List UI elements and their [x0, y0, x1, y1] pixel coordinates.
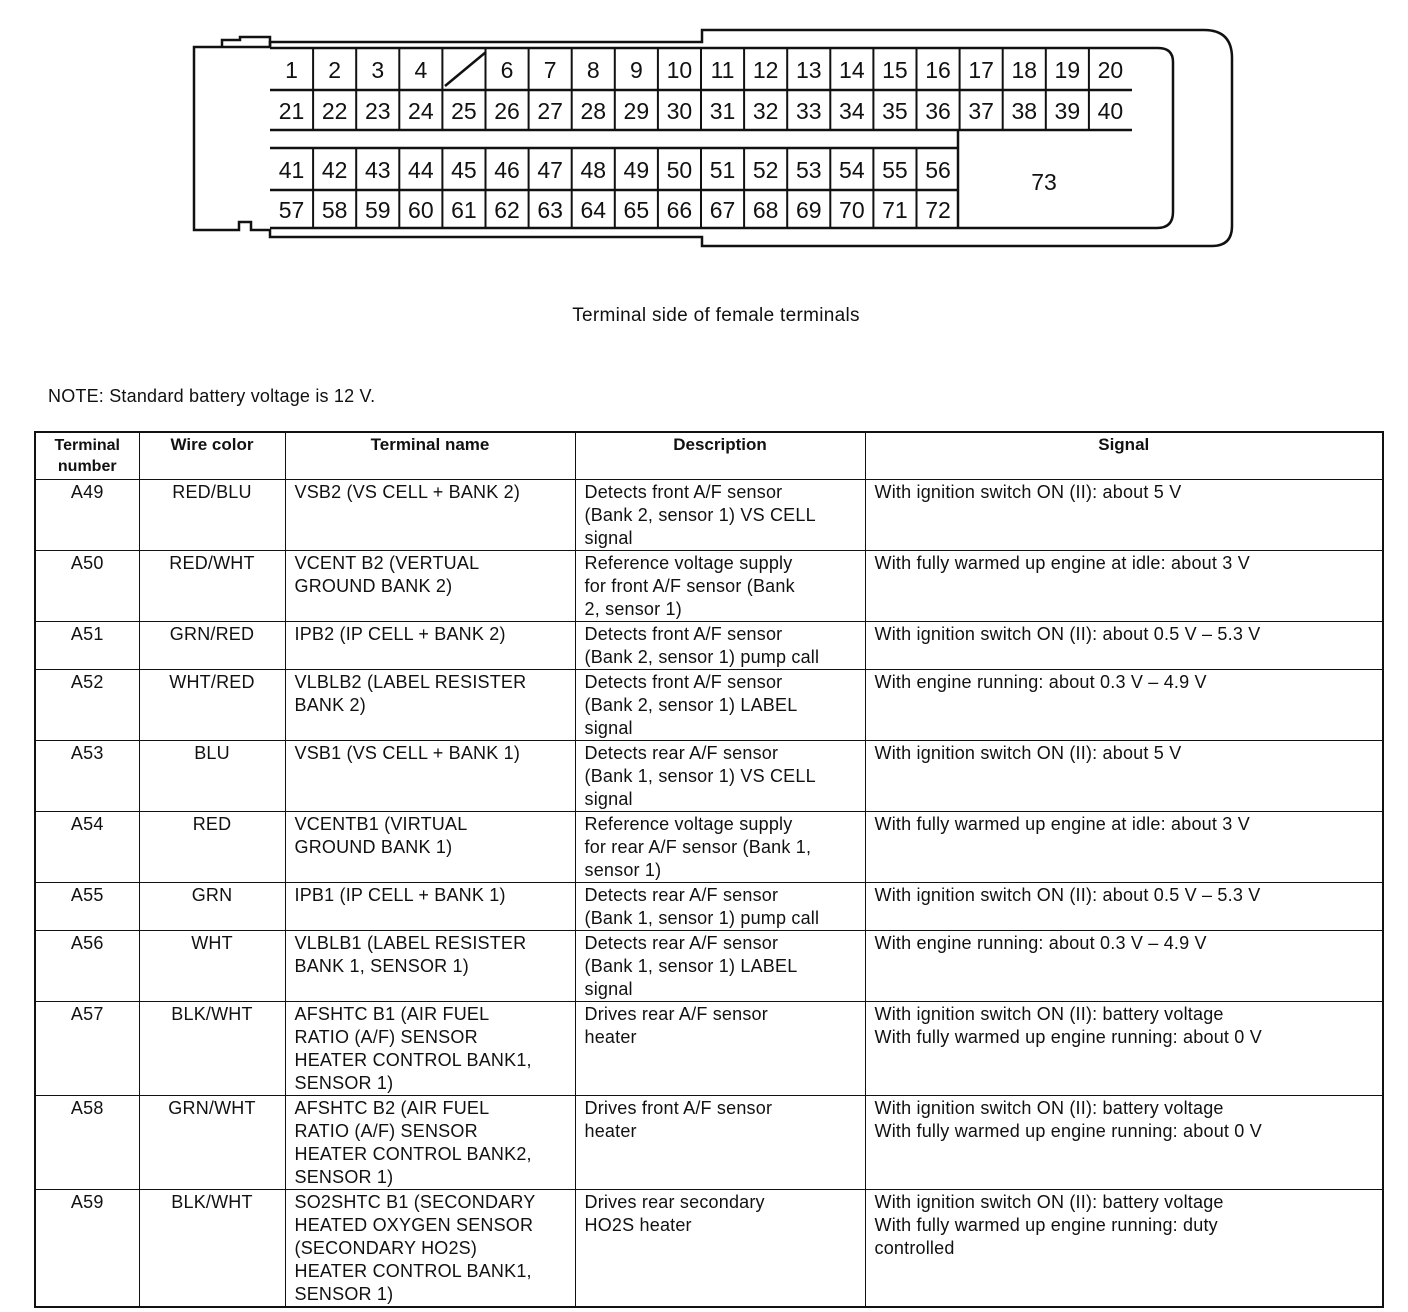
terminal-name-cell: VCENTB1 (VIRTUAL GROUND BANK 1) — [285, 812, 575, 883]
terminal-34: 34 — [839, 98, 865, 124]
terminal-29: 29 — [623, 98, 650, 124]
terminal-number-cell: A54 — [35, 812, 139, 883]
wire-color-cell: RED/WHT — [139, 551, 285, 622]
terminal-40: 40 — [1097, 98, 1124, 124]
terminal-52: 52 — [752, 157, 779, 183]
terminal-name-cell: IPB2 (IP CELL + BANK 2) — [285, 622, 575, 670]
description-cell: Detects front A/F sensor (Bank 2, sensor 1) pump call — [575, 622, 865, 670]
description-cell: Detects rear A/F sensor (Bank 1, sensor 1) pump call — [575, 883, 865, 931]
terminal-33: 33 — [795, 98, 822, 124]
wire-color-cell: BLU — [139, 741, 285, 812]
signal-cell: With fully warmed up engine at idle: about 3 V — [865, 551, 1383, 622]
signal-cell: With ignition switch ON (II): about 5 V — [865, 741, 1383, 812]
terminal-28: 28 — [580, 98, 607, 124]
terminal-4: 4 — [414, 57, 428, 83]
terminal-58: 58 — [321, 197, 348, 223]
terminal-65: 65 — [623, 197, 650, 223]
terminal-name-cell: VLBLB2 (LABEL RESISTER BANK 2) — [285, 670, 575, 741]
terminal-50: 50 — [666, 157, 693, 183]
terminal-64: 64 — [580, 197, 607, 223]
wire-color-cell: BLK/WHT — [139, 1002, 285, 1096]
table-row — [35, 741, 1383, 812]
terminal-38: 38 — [1011, 98, 1038, 124]
description-cell: Drives front A/F sensor heater — [575, 1096, 865, 1190]
terminal-2: 2 — [328, 57, 342, 83]
terminal-12: 12 — [752, 57, 779, 83]
terminal-69: 69 — [795, 197, 822, 223]
header-signal: Signal — [865, 432, 1383, 480]
wire-color-cell: GRN/WHT — [139, 1096, 285, 1190]
terminal-16: 16 — [925, 57, 951, 83]
description-cell: Detects rear A/F sensor (Bank 1, sensor 1) VS CELL signal — [575, 741, 865, 812]
terminal-number-cell: A58 — [35, 1096, 139, 1190]
terminal-name-cell: AFSHTC B2 (AIR FUEL RATIO (A/F) SENSOR HEATER CONTROL BANK2, SENSOR 1) — [285, 1096, 575, 1190]
terminal-9: 9 — [629, 57, 643, 83]
description-cell: Detects front A/F sensor (Bank 2, sensor 1) LABEL signal — [575, 670, 865, 741]
terminal-name-cell: SO2SHTC B1 (SECONDARY HEATED OXYGEN SENSOR (SECONDARY HO2S) HEATER CONTROL BANK1, SENSOR 1) — [285, 1190, 575, 1308]
wire-color-cell: GRN — [139, 883, 285, 931]
terminal-24: 24 — [408, 98, 434, 124]
wire-color-cell: RED — [139, 812, 285, 883]
terminal-3: 3 — [371, 57, 385, 83]
terminal-57: 57 — [278, 197, 305, 223]
signal-cell: With ignition switch ON (II): about 0.5 V – 5.3 V — [865, 622, 1383, 670]
terminal-44: 44 — [408, 157, 434, 183]
terminal-59: 59 — [364, 197, 391, 223]
diagram-caption: Terminal side of female terminals — [572, 305, 860, 326]
terminal-22: 22 — [321, 98, 348, 124]
terminal-8: 8 — [586, 57, 600, 83]
terminal-21: 21 — [278, 98, 305, 124]
wire-color-cell: GRN/RED — [139, 622, 285, 670]
terminal-49: 49 — [623, 157, 650, 183]
signal-cell: With ignition switch ON (II): battery voltage With fully warmed up engine running: about 0 V — [865, 1002, 1383, 1096]
table-row — [35, 480, 1383, 551]
header-terminal-name: Terminal name — [285, 432, 575, 480]
terminal-20: 20 — [1097, 57, 1124, 83]
terminal-47: 47 — [537, 157, 563, 183]
terminal-66: 66 — [666, 197, 693, 223]
wire-color-cell: WHT — [139, 931, 285, 1002]
terminal-35: 35 — [882, 98, 908, 124]
table-row — [35, 931, 1383, 1002]
table-row — [35, 1096, 1383, 1190]
blank-terminal-slash — [445, 52, 486, 86]
table-row — [35, 622, 1383, 670]
terminal-number-cell: A51 — [35, 622, 139, 670]
terminal-name-cell: VSB1 (VS CELL + BANK 1) — [285, 741, 575, 812]
signal-cell: With ignition switch ON (II): battery voltage With fully warmed up engine running: about 0 V — [865, 1096, 1383, 1190]
terminal-number-cell: A52 — [35, 670, 139, 741]
terminal-27: 27 — [537, 98, 563, 124]
terminal-71: 71 — [882, 197, 908, 223]
signal-cell: With ignition switch ON (II): battery voltage With fully warmed up engine running: duty controlled — [865, 1190, 1383, 1308]
signal-cell: With fully warmed up engine at idle: about 3 V — [865, 812, 1383, 883]
terminal-39: 39 — [1054, 98, 1081, 124]
note-text: NOTE: Standard battery voltage is 12 V. — [48, 386, 376, 406]
terminal-7: 7 — [543, 57, 557, 83]
description-cell: Detects front A/F sensor (Bank 2, sensor 1) VS CELL signal — [575, 480, 865, 551]
terminal-number-cell: A53 — [35, 741, 139, 812]
terminal-37: 37 — [968, 98, 994, 124]
terminal-number-cell: A55 — [35, 883, 139, 931]
terminal-13: 13 — [795, 57, 822, 83]
terminal-10: 10 — [666, 57, 693, 83]
terminal-name-cell: VCENT B2 (VERTUAL GROUND BANK 2) — [285, 551, 575, 622]
header-description: Description — [575, 432, 865, 480]
signal-cell: With engine running: about 0.3 V – 4.9 V — [865, 931, 1383, 1002]
terminal-48: 48 — [580, 157, 607, 183]
terminal-23: 23 — [364, 98, 391, 124]
table-row — [35, 670, 1383, 741]
terminal-61: 61 — [451, 197, 477, 223]
terminal-number-cell: A59 — [35, 1190, 139, 1308]
terminal-number-cell: A57 — [35, 1002, 139, 1096]
terminal-72: 72 — [925, 197, 951, 223]
connector-tab — [222, 37, 270, 47]
terminal-46: 46 — [494, 157, 520, 183]
terminal-26: 26 — [494, 98, 520, 124]
terminal-14: 14 — [839, 57, 865, 83]
terminal-36: 36 — [925, 98, 951, 124]
terminal-17: 17 — [968, 57, 994, 83]
terminal-31: 31 — [709, 98, 736, 124]
terminal-42: 42 — [321, 157, 348, 183]
description-cell: Drives rear A/F sensor heater — [575, 1002, 865, 1096]
wire-color-cell: WHT/RED — [139, 670, 285, 741]
wire-color-cell: RED/BLU — [139, 480, 285, 551]
table-row — [35, 1190, 1383, 1308]
terminal-63: 63 — [537, 197, 563, 223]
wire-color-cell: BLK/WHT — [139, 1190, 285, 1308]
description-cell: Detects rear A/F sensor (Bank 1, sensor 1) LABEL signal — [575, 931, 865, 1002]
terminal-45: 45 — [451, 157, 477, 183]
signal-cell: With ignition switch ON (II): about 5 V — [865, 480, 1383, 551]
terminal-56: 56 — [925, 157, 951, 183]
terminal-1: 1 — [285, 57, 298, 83]
terminal-53: 53 — [795, 157, 822, 183]
table-row — [35, 1002, 1383, 1096]
terminal-19: 19 — [1054, 57, 1081, 83]
terminal-name-cell: VSB2 (VS CELL + BANK 2) — [285, 480, 575, 551]
terminal-6: 6 — [500, 57, 514, 83]
terminal-11: 11 — [710, 57, 735, 83]
terminal-60: 60 — [408, 197, 434, 223]
terminal-30: 30 — [666, 98, 693, 124]
table-row — [35, 812, 1383, 883]
signal-cell: With ignition switch ON (II): about 0.5 V – 5.3 V — [865, 883, 1383, 931]
terminal-18: 18 — [1011, 57, 1038, 83]
terminal-name-cell: AFSHTC B1 (AIR FUEL RATIO (A/F) SENSOR HEATER CONTROL BANK1, SENSOR 1) — [285, 1002, 575, 1096]
header-wire-color: Wire color — [139, 432, 285, 480]
terminal-73: 73 — [1031, 169, 1057, 195]
terminal-32: 32 — [752, 98, 779, 124]
terminal-55: 55 — [882, 157, 908, 183]
terminal-67: 67 — [709, 197, 736, 223]
table-header-row — [35, 432, 1383, 480]
terminal-54: 54 — [839, 157, 865, 183]
description-cell: Reference voltage supply for rear A/F sensor (Bank 1, sensor 1) — [575, 812, 865, 883]
terminal-name-cell: VLBLB1 (LABEL RESISTER BANK 1, SENSOR 1) — [285, 931, 575, 1002]
terminal-number-cell: A50 — [35, 551, 139, 622]
terminal-15: 15 — [882, 57, 908, 83]
terminal-number-cell: A56 — [35, 931, 139, 1002]
terminal-41: 41 — [278, 157, 305, 183]
connector-diagram — [0, 0, 1408, 280]
signal-cell: With engine running: about 0.3 V – 4.9 V — [865, 670, 1383, 741]
table-row — [35, 883, 1383, 931]
table-row — [35, 551, 1383, 622]
terminal-25: 25 — [451, 98, 477, 124]
terminal-70: 70 — [839, 197, 865, 223]
terminal-name-cell: IPB1 (IP CELL + BANK 1) — [285, 883, 575, 931]
terminal-table — [34, 431, 1384, 1308]
header-terminal-number: Terminal number — [35, 432, 139, 480]
terminal-43: 43 — [364, 157, 391, 183]
terminal-62: 62 — [494, 197, 520, 223]
terminal-number-cell: A49 — [35, 480, 139, 551]
description-cell: Reference voltage supply for front A/F sensor (Bank 2, sensor 1) — [575, 551, 865, 622]
terminal-51: 51 — [709, 157, 736, 183]
terminal-68: 68 — [752, 197, 779, 223]
description-cell: Drives rear secondary HO2S heater — [575, 1190, 865, 1308]
